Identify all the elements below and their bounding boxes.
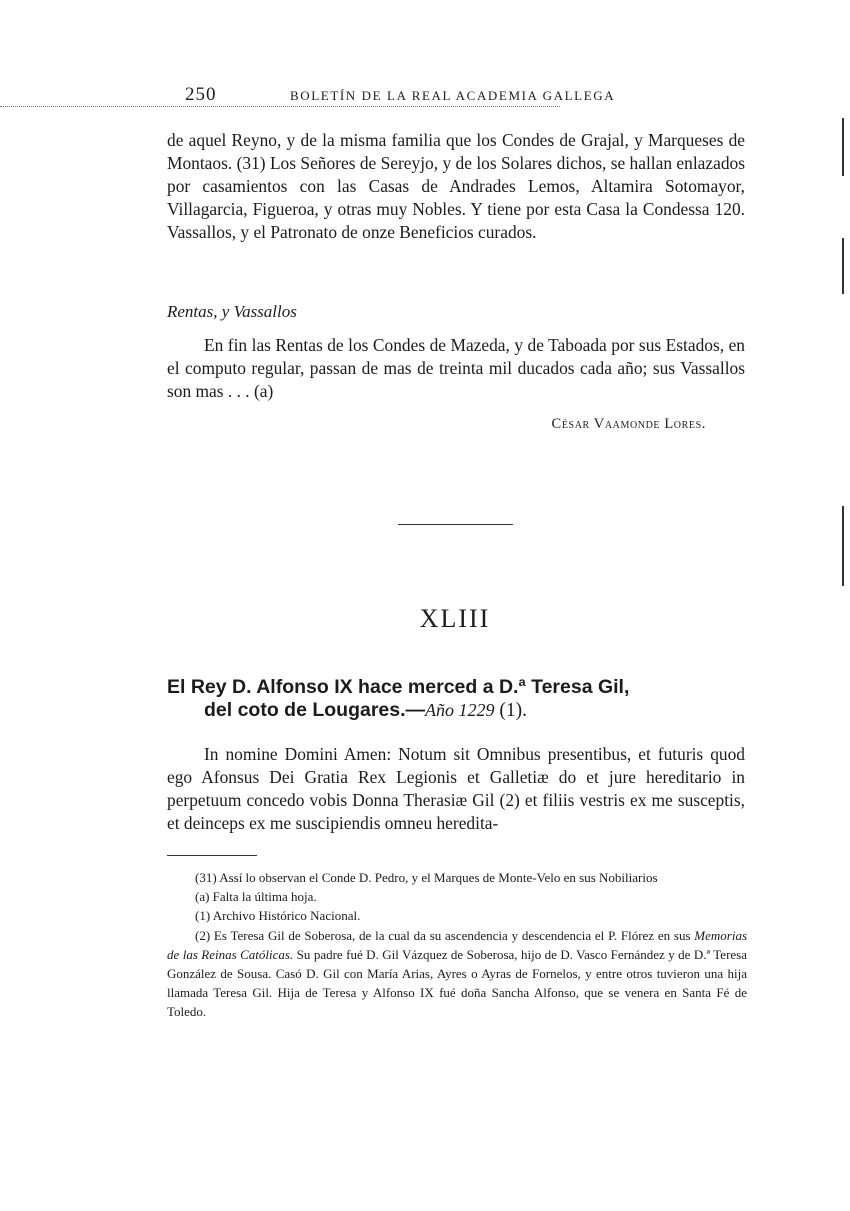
- latin-charter-text: In nomine Domini Amen: Notum sit Omnibus presentibus, et futuris quod ego Afonsus Dei Gratia Rex Legionis et Galletiæ do et jure hereditario in perpetuum concedo vobis Donna Therasiæ Gil (2) et filiis vestris ex me susceptis, et deinceps ex me suscipiendis omneu heredita-: [167, 744, 745, 833]
- title-line-2: [167, 699, 752, 722]
- footnote-1: (1) Archivo Histórico Nacional.: [195, 908, 361, 924]
- header-rule: [0, 106, 560, 107]
- title-note-ref: (1).: [494, 700, 528, 721]
- footnote-2-text-a: (2) Es Teresa Gil de Soberosa, de la cual da su ascendencia y descendencia el P. Flórez en sus: [195, 927, 695, 943]
- footnote-31: (31) Assí lo observan el Conde D. Pedro, y el Marques de Monte-Velo en sus Nobiliarios: [195, 870, 658, 885]
- author-signature: César Vaamonde Lores.: [551, 416, 706, 432]
- footnote-2-text-b: Su padre fué D. Gil Vázquez de Soberosa, hijo de D. Vasco Fernández y de D.ª Teresa González de Sousa. Casó D. Gil con María Arias, Ayres o Ayras de Fornelos, y entre otros tuvieron una hija llamada Teresa Gil. Hija de Teresa y Alfonso IX fué doña Sancha Alfonso, que se venera en Santa Fé de Toledo.: [167, 946, 747, 1020]
- running-title: BOLETÍN DE LA REAL ACADEMIA GALLEGA: [290, 88, 616, 103]
- rentas-paragraph: En fin las Rentas de los Condes de Mazeda, y de Taboada por sus Estados, en el computo regular, passan de mas de treinta mil ducados cada año; sus Vassallos son mas . . . (a): [167, 335, 745, 401]
- continued-paragraph: de aquel Reyno, y de la misma familia que los Condes de Grajal, y Marqueses de Montaos. (31) Los Señores de Sereyjo, y de los Solares dichos, se hallan enlazados por casamientos con las Casas de Andrades Lemos, Altamira Sotomayor, Villagarcia, Figueroa, y otras muy Nobles. Y tiene por esta Casa la Condessa 120. Vassallos, y el Patronato de onze Beneficios curados.: [167, 130, 745, 242]
- section-heading: Rentas, y Vassallos: [167, 302, 297, 321]
- footnote-2-book-title: Memorias de las Reinas Católicas.: [167, 927, 747, 962]
- scan-edge-mark: [842, 506, 844, 586]
- scan-edge-mark: [842, 238, 844, 294]
- section-divider: [398, 524, 513, 525]
- title-year: Año 1229: [425, 700, 495, 720]
- document-numeral: XLIII: [419, 604, 491, 633]
- footnotes: [167, 868, 747, 1022]
- page-header: [185, 84, 745, 106]
- document-title: [167, 676, 752, 722]
- footnote-2: [167, 926, 747, 1022]
- title-text: del coto de Lougares.—: [204, 699, 426, 721]
- scan-edge-mark: [842, 118, 844, 176]
- footnote-rule: [167, 855, 257, 856]
- title-line-1: El Rey D. Alfonso IX hace merced a D.ª Teresa Gil,: [167, 676, 630, 698]
- page-number: 250: [185, 84, 217, 105]
- footnote-a: (a) Falta la última hoja.: [195, 889, 317, 905]
